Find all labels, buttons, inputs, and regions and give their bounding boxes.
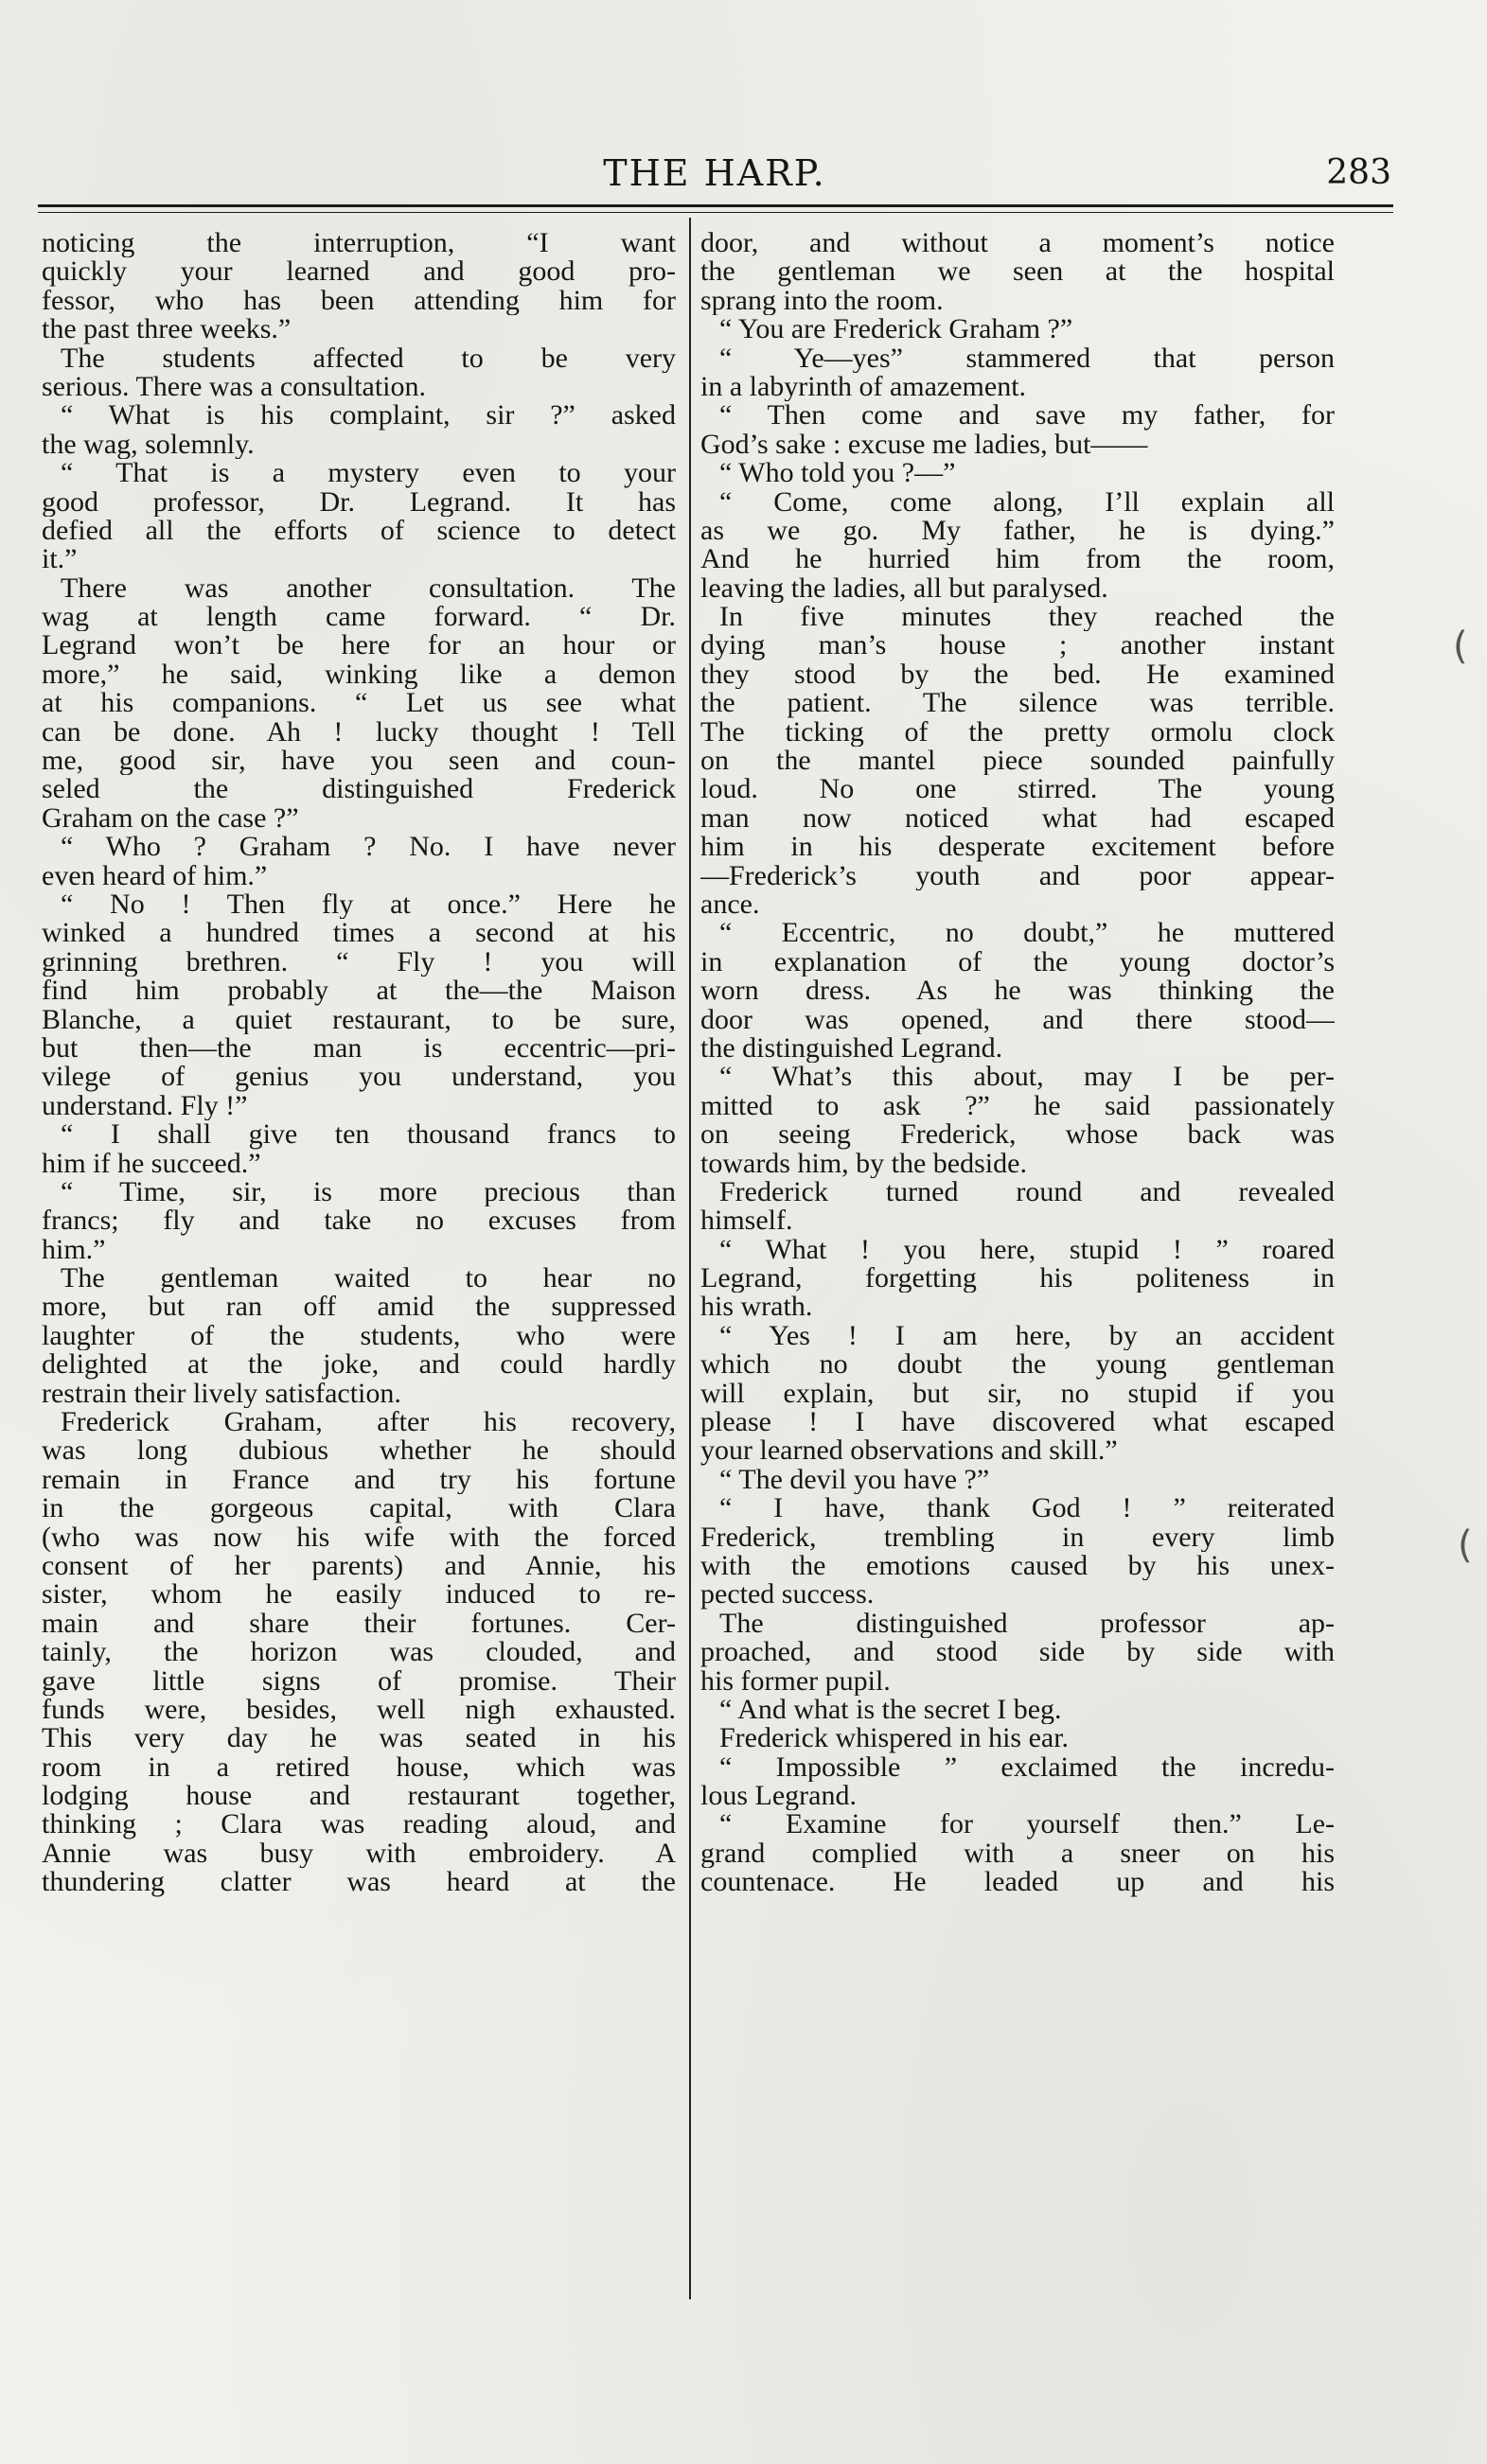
text-line: noticing the interruption, “I want [42,229,676,258]
text-line: at his companions. “ Let us see what [42,689,676,718]
text-line: “ What is his complaint, sir ?” asked [61,401,676,431]
text-line: me, good sir, have you seen and coun- [42,747,676,776]
text-line: “ Time, sir, is more precious than [61,1177,676,1207]
text-line: please ! I have discovered what escaped [700,1408,1335,1437]
text-line: (who was now his wife with the forced [42,1522,676,1552]
text-line: “ And what is the secret I beg. [719,1695,1062,1725]
text-line: Frederick Graham, after his recovery, [61,1408,676,1437]
margin-speck-icon: ( [1453,625,1468,668]
text-line: towards him, by the bedside. [700,1149,1027,1178]
text-line: Legrand, forgetting his politeness in [700,1264,1335,1294]
text-line: the patient. The silence was terrible. [700,689,1335,718]
running-title: THE HARP. [603,152,826,194]
text-line: “ That is a mystery even to your [61,459,676,488]
text-line: “ Examine for yourself then.” Le- [719,1810,1335,1839]
text-line: “ I have, thank God ! ” reiterated [719,1494,1335,1523]
text-line: will explain, but sir, no stupid if you [700,1379,1335,1409]
text-line: Annie was busy with embroidery. A [42,1839,676,1869]
text-line: pected success. [700,1580,875,1610]
text-line: “ What’s this about, may I be per- [719,1063,1335,1092]
text-line: loud. No one stirred. The young [700,775,1335,804]
text-line: on seeing Frederick, whose back was [700,1120,1335,1150]
text-line: was long dubious whether he should [42,1436,676,1466]
text-line: him in his desperate excitement before [700,833,1335,862]
text-line: “ Who told you ?—” [719,459,956,488]
text-line: ance. [700,889,760,920]
text-line: seled the distinguished Frederick [42,775,676,804]
text-line: restrain their lively satisfaction. [42,1379,401,1409]
text-line: in the gorgeous capital, with Clara [42,1494,676,1523]
text-line: thundering clatter was heard at the [42,1868,676,1897]
text-line: your learned observations and skill.” [700,1436,1118,1466]
text-line: defied all the efforts of science to detect [42,516,676,546]
text-line: but then—the man is eccentric—pri- [42,1033,676,1064]
text-line: “ Then come and save my father, for [719,401,1335,431]
text-line: wag at length came forward. “ Dr. [42,603,676,632]
text-line: “ Eccentric, no doubt,” he muttered [719,919,1335,948]
text-line: the distinguished Legrand. [700,1033,1003,1064]
text-line: “ You are Frederick Graham ?” [719,315,1073,344]
column-divider [689,218,691,2299]
page-number: 283 [1326,153,1391,192]
text-line: the wag, solemnly. [42,430,255,460]
text-line: his former pupil. [700,1666,891,1696]
text-line: himself. [700,1206,793,1236]
text-line: even heard of him.” [42,861,268,890]
text-line: sprang into the room. [700,286,944,316]
text-line: lous Legrand. [700,1782,857,1811]
text-line: main and share their fortunes. Cer- [42,1609,676,1639]
text-line: countenace. He leaded up and his [700,1868,1335,1897]
text-line: tainly, the horizon was clouded, and [42,1638,676,1667]
text-line: door was opened, and there stood— [700,1005,1335,1034]
text-line: winked a hundred times a second at his [42,919,676,948]
text-line: The gentleman waited to hear no [61,1264,676,1294]
text-line: The students affected to be very [61,343,676,373]
text-line: “ The devil you have ?” [719,1465,990,1495]
text-line: remain in France and try his fortune [42,1465,676,1495]
right-column [700,229,1335,1897]
text-line: quickly your learned and good pro- [42,257,676,287]
text-line: good professor, Dr. Legrand. It has [42,487,676,517]
text-line: which no doubt the young gentleman [700,1350,1335,1380]
text-line: Frederick whispered in his ear. [719,1724,1070,1753]
text-line: in explanation of the young doctor’s [700,947,1335,977]
text-line: There was another consultation. The [61,573,676,604]
text-line: man now noticed what had escaped [700,803,1335,834]
margin-speck-icon: ( [1458,1523,1473,1567]
text-line: it.” [42,545,78,574]
text-line: him.” [42,1235,106,1265]
text-line: grinning brethren. “ Fly ! you will [42,947,676,977]
text-line: vilege of genius you understand, you [42,1063,676,1092]
text-line: “ Come, come along, I’ll explain all [719,487,1335,517]
text-line: more, but ran off amid the suppressed [42,1293,676,1322]
text-line: room in a retired house, which was [42,1752,676,1783]
text-line: on the mantel piece sounded painfully [700,747,1335,776]
text-line: him if he succeed.” [42,1149,261,1178]
text-line: grand complied with a sneer on his [700,1839,1335,1869]
text-line: the past three weeks.” [42,315,292,344]
text-line: “ What ! you here, stupid ! ” roared [719,1235,1335,1265]
text-line: Frederick turned round and revealed [719,1177,1335,1207]
text-line: serious. There was a consultation. [42,372,427,402]
text-line: sister, whom he easily induced to re- [42,1580,676,1610]
text-line: “ No ! Then fly at once.” Here he [61,889,676,920]
text-line: understand. Fly !” [42,1091,248,1121]
text-line: “ Who ? Graham ? No. I have never [61,833,676,862]
text-line: “ Ye—yes” stammered that person [719,343,1335,373]
text-line: Blanche, a quiet restaurant, to be sure, [42,1005,676,1034]
text-line: his wrath. [700,1293,813,1322]
text-line: Frederick, trembling in every limb [700,1522,1335,1552]
text-line: And he hurried him from the room, [700,545,1335,574]
text-line: The ticking of the pretty ormolu clock [700,717,1335,748]
text-line: The distinguished professor ap- [719,1609,1335,1639]
text-line: “ Yes ! I am here, by an accident [719,1321,1335,1351]
left-column [42,229,676,1897]
text-line: the gentleman we seen at the hospital [700,257,1335,287]
text-line: door, and without a moment’s notice [700,229,1335,258]
text-line: find him probably at the—the Maison [42,977,676,1006]
page-header [38,147,1391,203]
text-line: “ Impossible ” exclaimed the incredu- [719,1752,1335,1783]
text-line: francs; fly and take no excuses from [42,1206,676,1236]
header-rule-thin [38,212,1393,213]
text-line: Graham on the case ?” [42,803,299,834]
text-line: they stood by the bed. He examined [700,660,1335,690]
text-line: laughter of the students, who were [42,1321,676,1351]
text-line: consent of her parents) and Annie, his [42,1551,676,1581]
text-line: mitted to ask ?” he said passionately [700,1091,1335,1121]
text-line: funds were, besides, well nigh exhausted. [42,1695,676,1725]
text-line: leaving the ladies, all but paralysed. [700,573,1108,604]
text-line: Legrand won’t be here for an hour or [42,631,676,660]
text-line: worn dress. As he was thinking the [700,977,1335,1006]
text-line: dying man’s house ; another instant [700,631,1335,660]
text-line: can be done. Ah ! lucky thought ! Tell [42,717,676,748]
text-line: more,” he said, winking like a demon [42,660,676,690]
text-line: —Frederick’s youth and poor appear- [700,861,1335,890]
text-line: thinking ; Clara was reading aloud, and [42,1810,676,1839]
text-line: in a labyrinth of amazement. [700,372,1027,402]
header-rule-thick [38,204,1393,207]
text-line: In five minutes they reached the [719,603,1335,632]
text-line: God’s sake : excuse me ladies, but—— [700,430,1148,460]
text-line: gave little signs of promise. Their [42,1666,676,1696]
text-line: delighted at the joke, and could hardly [42,1350,676,1380]
text-line: as we go. My father, he is dying.” [700,516,1335,546]
text-line: “ I shall give ten thousand francs to [61,1120,676,1150]
text-line: with the emotions caused by his unex- [700,1551,1335,1581]
text-line: This very day he was seated in his [42,1724,676,1753]
text-line: proached, and stood side by side with [700,1638,1335,1667]
text-line: fessor, who has been attending him for [42,286,676,316]
text-line: lodging house and restaurant together, [42,1782,676,1811]
